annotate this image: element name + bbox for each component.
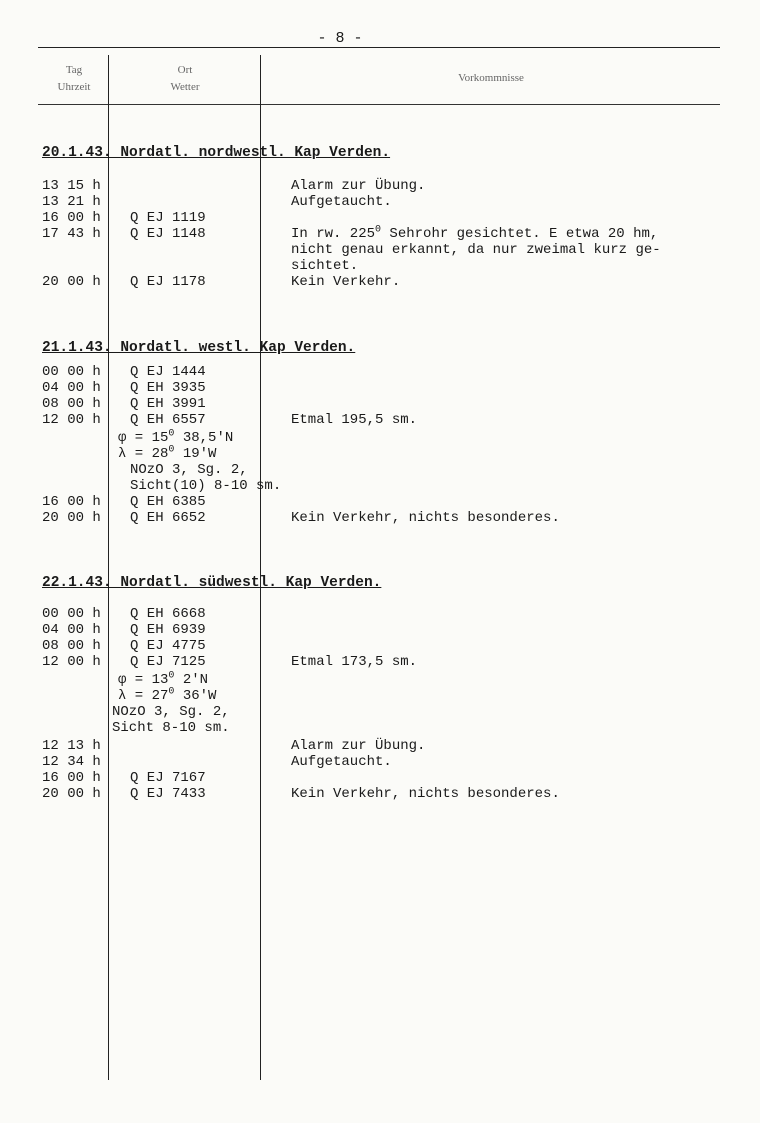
degree-sup: 0 — [168, 444, 175, 456]
time-cell: 08 00 h — [42, 638, 101, 654]
time-cell: 12 13 h — [42, 738, 101, 754]
position-cell: Q EJ 7433 — [130, 786, 206, 802]
longitude-text: λ = 27 — [118, 688, 169, 704]
column-header-weather-label: Wetter — [170, 81, 200, 93]
latitude-cell — [118, 430, 233, 446]
visibility-cell: Sicht 8-10 sm. — [112, 720, 230, 736]
log-row — [0, 754, 760, 770]
position-cell: Q EH 6668 — [130, 606, 206, 622]
page-number: - 8 - — [317, 30, 363, 47]
longitude-cell — [118, 446, 216, 462]
latitude-text: 38,5'N — [174, 430, 234, 446]
event-cell: Etmal 195,5 sm. — [291, 412, 418, 428]
day-heading-20-1-43: 20.1.43. Nordatl. nordwestl. Kap Verden. — [42, 145, 391, 161]
log-row — [0, 638, 760, 654]
longitude-cell — [118, 688, 216, 704]
log-row — [0, 786, 760, 802]
time-cell: 00 00 h — [42, 364, 101, 380]
log-row — [0, 672, 760, 688]
column-header-location-label: Ort — [177, 64, 193, 76]
longitude-text: 19'W — [174, 446, 217, 462]
log-row — [0, 510, 760, 526]
log-row — [0, 704, 760, 720]
latitude-text: φ = 15 — [118, 430, 169, 446]
position-cell: Q EH 6557 — [130, 412, 206, 428]
log-row — [0, 412, 760, 428]
degree-sup: 0 — [168, 670, 175, 682]
visibility-cell: Sicht(10) 8-10 sm. — [130, 478, 282, 494]
log-row — [0, 606, 760, 622]
day-heading-22-1-43: 22.1.43. Nordatl. südwestl. Kap Verden. — [42, 575, 382, 591]
degree-sup: 0 — [375, 224, 382, 236]
log-row — [0, 446, 760, 462]
log-row — [0, 396, 760, 412]
log-row — [0, 380, 760, 396]
weather-cell: NOzO 3, Sg. 2, — [130, 462, 248, 478]
event-cell — [291, 226, 658, 242]
position-cell: Q EH 6652 — [130, 510, 206, 526]
time-cell: 20 00 h — [42, 274, 101, 290]
column-header-time-label: Uhrzeit — [57, 81, 91, 93]
header-rule — [38, 104, 720, 105]
column-header-events: Vorkommnisse — [458, 72, 524, 84]
position-cell: Q EH 6385 — [130, 494, 206, 510]
time-cell: 13 15 h — [42, 178, 101, 194]
event-cell: Kein Verkehr. — [291, 274, 401, 290]
time-cell: 12 00 h — [42, 654, 101, 670]
time-cell: 16 00 h — [42, 494, 101, 510]
position-cell: Q EJ 4775 — [130, 638, 206, 654]
event-cell: Aufgetaucht. — [291, 754, 392, 770]
position-cell: Q EH 3991 — [130, 396, 206, 412]
log-row — [0, 770, 760, 786]
log-row — [0, 462, 760, 478]
event-cell: Kein Verkehr, nichts besonderes. — [291, 786, 560, 802]
event-continuation: sichtet. — [291, 258, 359, 274]
latitude-text: 2'N — [174, 672, 209, 688]
degree-sup: 0 — [168, 428, 175, 440]
column-header-day-label: Tag — [65, 64, 83, 76]
log-row — [0, 178, 760, 194]
position-cell: Q EJ 1119 — [130, 210, 206, 226]
position-cell: Q EH 6939 — [130, 622, 206, 638]
top-rule — [38, 47, 720, 48]
event-cell: Kein Verkehr, nichts besonderes. — [291, 510, 560, 526]
event-text: Sehrohr gesichtet. E etwa 20 hm, — [381, 226, 659, 242]
log-row — [0, 364, 760, 380]
event-text: In rw. 225 — [291, 226, 376, 242]
time-cell: 16 00 h — [42, 210, 101, 226]
weather-cell: NOzO 3, Sg. 2, — [112, 704, 230, 720]
position-cell: Q EJ 1178 — [130, 274, 206, 290]
time-cell: 04 00 h — [42, 380, 101, 396]
longitude-text: 36'W — [174, 688, 217, 704]
latitude-text: φ = 13 — [118, 672, 169, 688]
column-header-location — [110, 62, 260, 96]
time-cell: 04 00 h — [42, 622, 101, 638]
day-heading-21-1-43: 21.1.43. Nordatl. westl. Kap Verden. — [42, 340, 356, 356]
time-cell: 12 00 h — [42, 412, 101, 428]
position-cell: Q EH 3935 — [130, 380, 206, 396]
log-row — [0, 738, 760, 754]
degree-sup: 0 — [168, 686, 175, 698]
log-row — [0, 688, 760, 704]
time-cell: 16 00 h — [42, 770, 101, 786]
event-cell: Aufgetaucht. — [291, 194, 392, 210]
log-row — [0, 622, 760, 638]
time-cell: 20 00 h — [42, 786, 101, 802]
time-cell: 08 00 h — [42, 396, 101, 412]
log-row — [0, 720, 760, 736]
time-cell: 00 00 h — [42, 606, 101, 622]
log-row — [0, 494, 760, 510]
event-continuation: nicht genau erkannt, da nur zweimal kurz ge- — [291, 242, 661, 258]
event-cell: Alarm zur Übung. — [291, 738, 426, 754]
position-cell: Q EJ 7125 — [130, 654, 206, 670]
time-cell: 13 21 h — [42, 194, 101, 210]
log-row — [0, 194, 760, 210]
position-cell: Q EJ 7167 — [130, 770, 206, 786]
log-row — [0, 430, 760, 446]
longitude-text: λ = 28 — [118, 446, 169, 462]
column-header-time — [40, 62, 108, 96]
log-row — [0, 274, 760, 290]
time-cell: 12 34 h — [42, 754, 101, 770]
log-row — [0, 226, 760, 242]
event-cell: Etmal 173,5 sm. — [291, 654, 418, 670]
time-cell: 17 43 h — [42, 226, 101, 242]
event-cell: Alarm zur Übung. — [291, 178, 426, 194]
latitude-cell — [118, 672, 208, 688]
time-cell: 20 00 h — [42, 510, 101, 526]
position-cell: Q EJ 1148 — [130, 226, 206, 242]
log-row — [0, 478, 760, 494]
position-cell: Q EJ 1444 — [130, 364, 206, 380]
log-row — [0, 654, 760, 670]
